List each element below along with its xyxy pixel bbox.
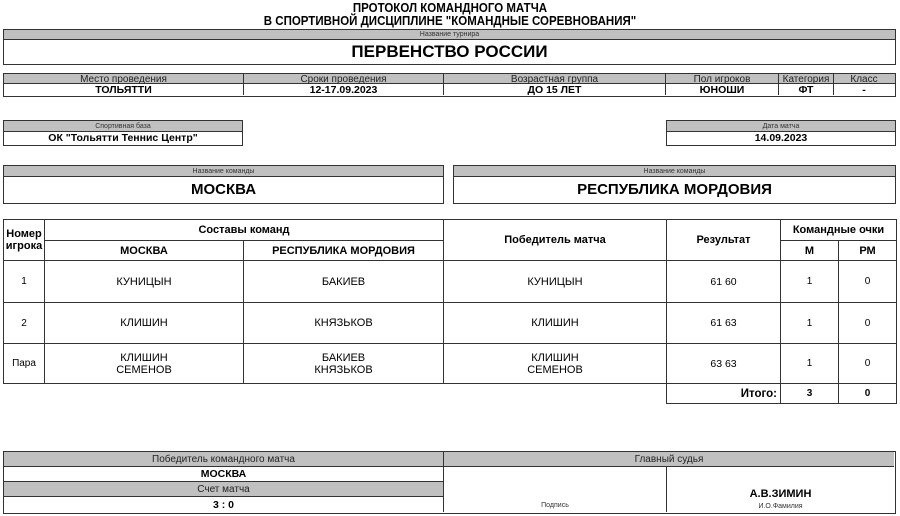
venue-value: ТОЛЬЯТТИ <box>4 84 244 95</box>
total-m: 3 <box>781 384 839 404</box>
table-row <box>4 303 897 344</box>
sport-base-box <box>3 120 243 146</box>
winner-pair <box>444 344 667 384</box>
team1-player: КЛИШИН <box>45 303 244 344</box>
match-result: 61 60 <box>667 261 781 303</box>
team2-player: БАКИЕВ <box>321 351 366 364</box>
player-number: 1 <box>4 261 45 303</box>
match-score-label: Счет матча <box>4 482 444 497</box>
judge-name-cell <box>667 467 894 512</box>
gender-value: ЮНОШИ <box>666 84 779 95</box>
class-value: - <box>862 83 866 96</box>
team1-roster-header: МОСКВА <box>45 241 244 261</box>
match-result: 61 63 <box>667 303 781 344</box>
tournament-box <box>3 29 896 65</box>
signature-label: Подпись <box>541 501 569 509</box>
match-result: 63 63 <box>667 344 781 384</box>
player-number: 2 <box>4 303 45 344</box>
info-row <box>3 73 896 97</box>
m-points: 1 <box>781 303 839 344</box>
team-points-header: Командные очки <box>781 220 897 241</box>
match-winner: СЕМЕНОВ <box>527 363 583 376</box>
m-points: 1 <box>781 344 839 384</box>
name-format-label: И.О.Фамилия <box>758 502 803 510</box>
team2-box <box>453 165 896 204</box>
player-number-header: Номер игрока <box>4 220 45 261</box>
judge-name: А.В.ЗИМИН <box>749 488 812 500</box>
total-label: Итого: <box>667 384 781 404</box>
tournament-name: ПЕРВЕНСТВО РОССИИ <box>351 41 548 61</box>
rm-points: 0 <box>839 303 897 344</box>
footer-box <box>3 451 896 514</box>
sport-base-value: ОК "Тольятти Теннис Центр" <box>48 132 198 144</box>
venue-label: Место проведения <box>4 74 244 84</box>
match-date-box <box>666 120 896 146</box>
match-winner: КЛИШИН <box>444 303 667 344</box>
team2-player: БАКИЕВ <box>244 261 444 303</box>
rm-points: 0 <box>839 261 897 303</box>
team2-pair <box>244 344 444 384</box>
category-label: Категория <box>779 74 834 84</box>
table-row <box>4 261 897 303</box>
m-points-header: М <box>781 241 839 261</box>
match-winner: КУНИЦЫН <box>444 261 667 303</box>
table-row <box>4 344 897 384</box>
age-value: ДО 15 ЛЕТ <box>444 84 666 95</box>
team2-name: РЕСПУБЛИКА МОРДОВИЯ <box>577 181 772 198</box>
dates-label: Сроки проведения <box>244 74 444 84</box>
match-date-value: 14.09.2023 <box>754 132 808 144</box>
gender-label: Пол игроков <box>666 74 779 84</box>
team1-player: КУНИЦЫН <box>45 261 244 303</box>
winner-header: Победитель матча <box>444 220 667 261</box>
matches-table <box>3 219 897 404</box>
dates-value: 12-17.09.2023 <box>244 84 444 95</box>
rm-points: 0 <box>839 344 897 384</box>
team1-pair <box>45 344 244 384</box>
player-number: Пара <box>4 344 45 384</box>
chief-judge-label: Главный судья <box>444 452 894 467</box>
team1-label: Название команды <box>4 166 443 177</box>
team1-box <box>3 165 444 204</box>
team1-name: МОСКВА <box>190 181 257 198</box>
match-winner-label: Победитель командного матча <box>4 452 444 467</box>
team2-player: КНЯЗЬКОВ <box>314 363 373 376</box>
document-title-line1: ПРОТОКОЛ КОМАНДНОГО МАТЧА <box>352 1 548 15</box>
tournament-label: Название турнира <box>4 30 895 40</box>
team2-roster-header: РЕСПУБЛИКА МОРДОВИЯ <box>244 241 444 261</box>
m-points: 1 <box>781 261 839 303</box>
rosters-header: Составы команд <box>45 220 444 241</box>
team1-player: СЕМЕНОВ <box>116 363 172 376</box>
class-label: Класс <box>850 73 878 85</box>
match-winner: КЛИШИН <box>531 351 579 364</box>
sport-base-label: Спортивная база <box>4 121 242 132</box>
total-rm: 0 <box>839 384 897 404</box>
signature-cell <box>444 467 667 512</box>
team1-player: КЛИШИН <box>120 351 168 364</box>
match-score-value: 3 : 0 <box>4 497 444 512</box>
age-label: Возрастная группа <box>444 74 666 84</box>
match-date-label: Дата матча <box>667 121 895 132</box>
total-row <box>4 384 897 404</box>
category-value: ФТ <box>779 84 834 95</box>
team2-label: Название команды <box>454 166 895 177</box>
rm-points-header: РМ <box>839 241 897 261</box>
document-title-line2: В СПОРТИВНОЙ ДИСЦИПЛИНЕ "КОМАНДНЫЕ СОРЕВНОВАНИЯ" <box>263 14 637 28</box>
match-winner-value: МОСКВА <box>4 467 444 482</box>
team2-player: КНЯЗЬКОВ <box>244 303 444 344</box>
result-header: Результат <box>667 220 781 261</box>
